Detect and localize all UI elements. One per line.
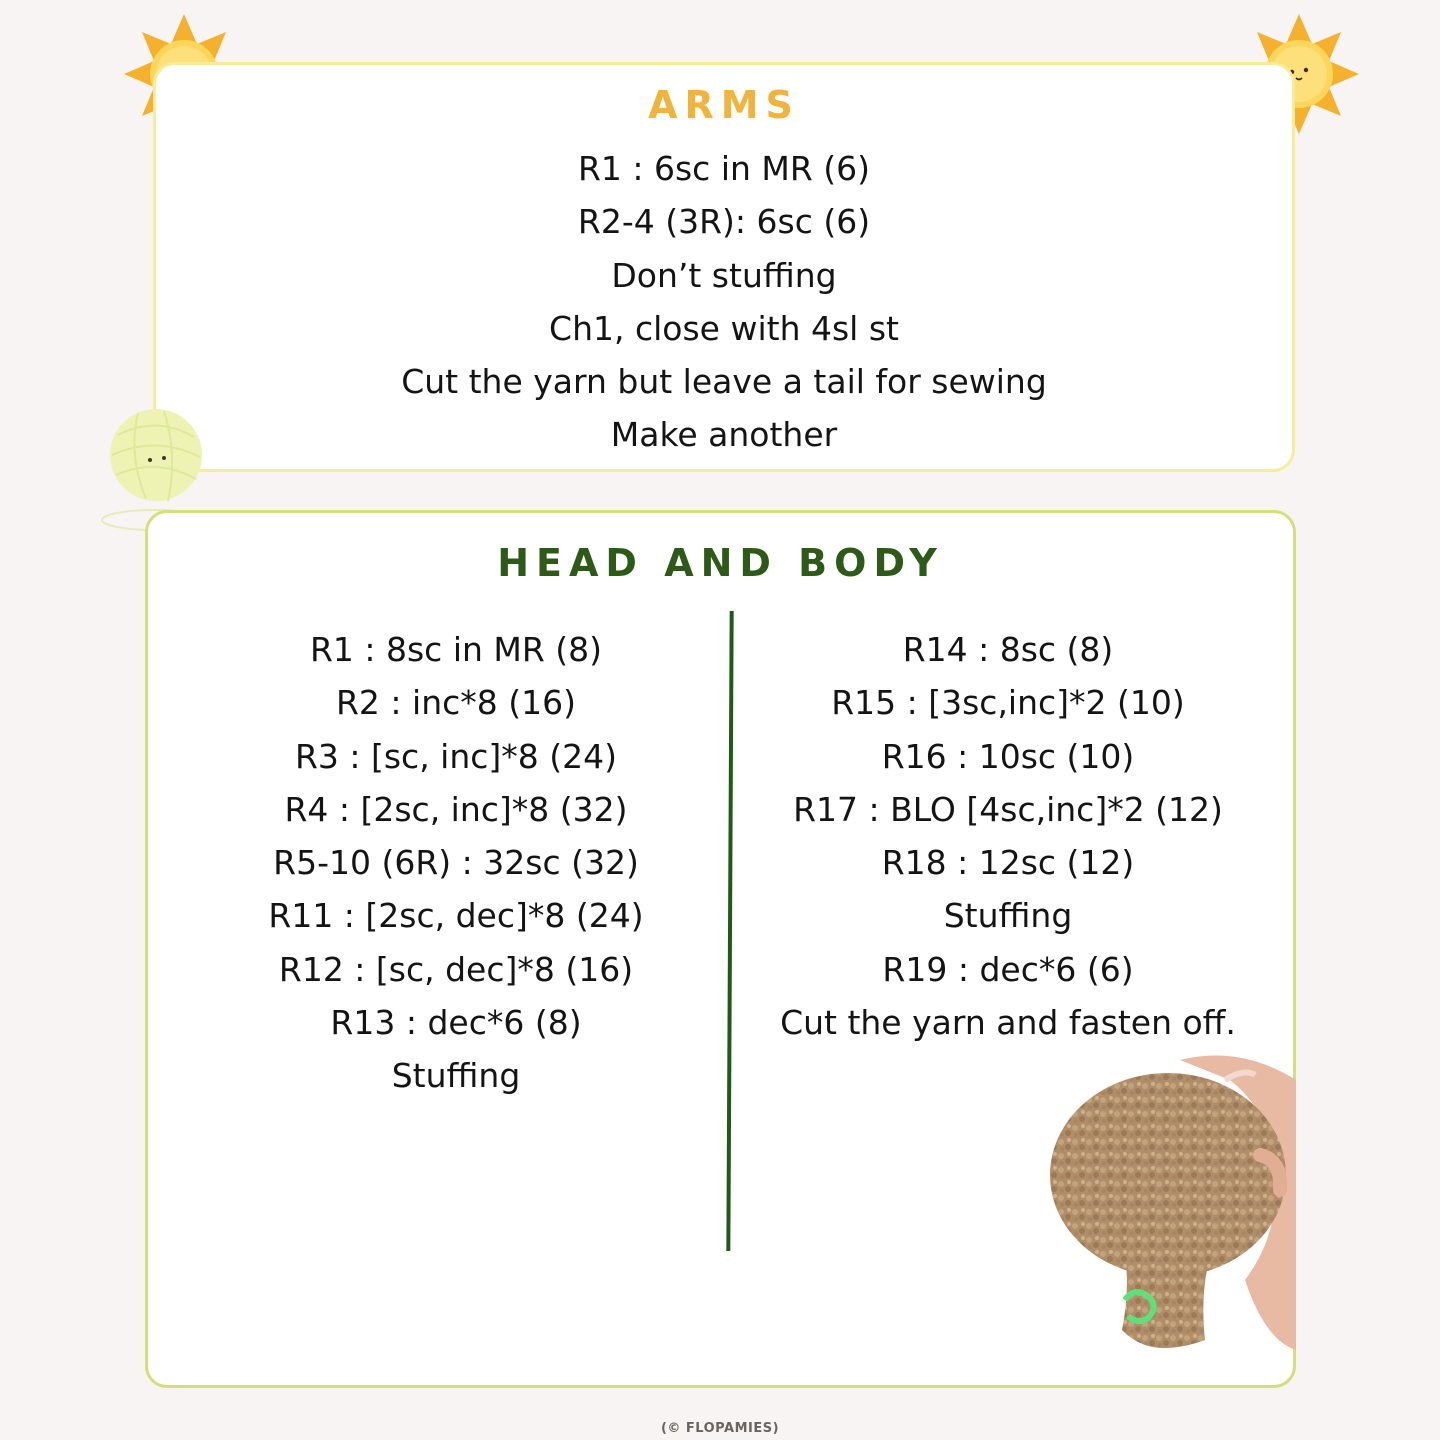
- instruction-line: R2 : inc*8 (16): [336, 683, 576, 723]
- instruction-line: R19 : dec*6 (6): [882, 949, 1134, 989]
- arms-card: [153, 62, 1295, 472]
- instruction-line: R14 : 8sc (8): [902, 630, 1114, 669]
- instruction-line: Cut the yarn and fasten off.: [780, 1003, 1236, 1043]
- instruction-line: Cut the yarn but leave a tail for sewing: [401, 362, 1047, 402]
- instruction-line: R4 : [2sc, inc]*8 (32): [284, 789, 628, 829]
- instruction-line: R11 : [2sc, dec]*8 (24): [268, 896, 644, 936]
- instruction-line: Stuffing: [391, 1056, 521, 1096]
- instruction-line: R15 : [3sc,inc]*2 (10): [831, 683, 1185, 723]
- instruction-line: R1 : 8sc in MR (8): [309, 630, 603, 669]
- left-column: [186, 623, 726, 1103]
- column-divider: [726, 611, 733, 1251]
- instruction-line: Ch1, close with 4sl st: [549, 308, 899, 348]
- instruction-line: R1 : 6sc in MR (6): [577, 149, 871, 188]
- instruction-line: R2-4 (3R): 6sc (6): [577, 202, 871, 242]
- instruction-line: R17 : BLO [4sc,inc]*2 (12): [793, 789, 1223, 829]
- arms-title: ARMS: [648, 83, 800, 127]
- plush-photo: [1030, 1040, 1296, 1360]
- head-and-body-title: HEAD AND BODY: [497, 541, 944, 585]
- instruction-line: R5-10 (6R) : 32sc (32): [273, 843, 639, 883]
- instruction-line: R18 : 12sc (12): [881, 843, 1135, 883]
- instruction-line: R12 : [sc, dec]*8 (16): [278, 949, 634, 989]
- instruction-line: R16 : 10sc (10): [881, 736, 1135, 776]
- arms-instructions: [156, 142, 1292, 462]
- instruction-line: Make another: [610, 415, 838, 455]
- instruction-line: Don’t stuffing: [611, 255, 837, 295]
- copyright-footer: (© FLOPAMIES): [660, 1421, 780, 1436]
- instruction-line: R3 : [sc, inc]*8 (24): [294, 736, 618, 776]
- instruction-line: R13 : dec*6 (8): [330, 1003, 582, 1043]
- instruction-line: Stuffing: [943, 896, 1073, 936]
- right-column: [738, 623, 1278, 1049]
